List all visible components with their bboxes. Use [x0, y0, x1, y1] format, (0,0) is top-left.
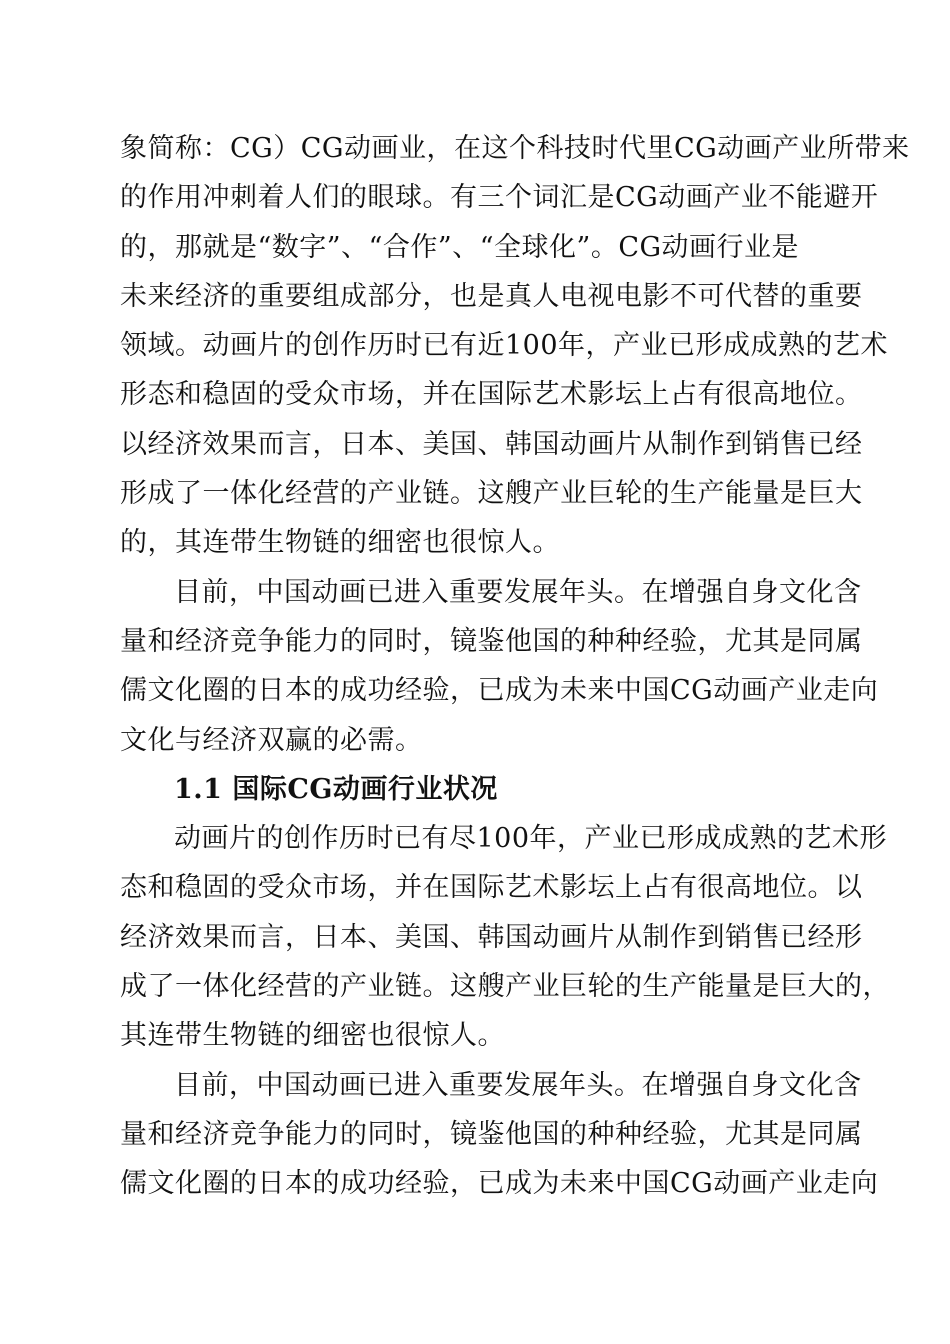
text-line: 的，其连带生物链的细密也很惊人。: [120, 527, 560, 559]
text-line: 经济效果而言，日本、美国、韩国动画片从制作到销售已经形: [120, 921, 863, 953]
text-line: 儒文化圈的日本的成功经验，已成为未来中国CG动画产业走向: [120, 1168, 879, 1200]
document-page: [120, 124, 910, 1209]
text-line: 量和经济竞争能力的同时，镜鉴他国的种种经验，尤其是同属: [120, 625, 863, 657]
text-line: 形态和稳固的受众市场，并在国际艺术影坛上占有很高地位。: [120, 379, 863, 411]
text-line: 量和经济竞争能力的同时，镜鉴他国的种种经验，尤其是同属: [120, 1118, 863, 1150]
text-line: 态和稳固的受众市场，并在国际艺术影坛上占有很高地位。以: [120, 872, 863, 904]
text-line: 的，那就是“数字”、“合作”、“全球化”。CG动画行业是: [120, 231, 800, 263]
text-line: 象简称：CG）CG动画业，在这个科技时代里CG动画产业所带来: [120, 133, 910, 164]
text-line: 未来经济的重要组成部分，也是真人电视电影不可代替的重要: [120, 280, 863, 312]
text-line: 成了一体化经营的产业链。这艘产业巨轮的生产能量是巨大的，: [120, 971, 890, 1003]
paragraph-first-line: 目前，中国动画已进入重要发展年头。在增强自身文化含: [174, 1069, 862, 1101]
text-line: 其连带生物链的细密也很惊人。: [120, 1020, 505, 1052]
text-line: 儒文化圈的日本的成功经验，已成为未来中国CG动画产业走向: [120, 675, 879, 707]
paragraph-first-line: 目前，中国动画已进入重要发展年头。在增强自身文化含: [174, 576, 862, 608]
text-line: 以经济效果而言，日本、美国、韩国动画片从制作到销售已经: [120, 428, 863, 460]
text-line: 领域。动画片的创作历时已有近100年，产业已形成成熟的艺术: [120, 330, 889, 362]
text-line: 形成了一体化经营的产业链。这艘产业巨轮的生产能量是巨大: [120, 478, 863, 510]
text-line: 的作用冲刺着人们的眼球。有三个词汇是CG动画产业不能避开: [120, 182, 879, 214]
section-heading: 1.1 国际CG动画行业状况: [174, 773, 498, 805]
text-line: 文化与经济双赢的必需。: [120, 724, 423, 756]
paragraph-first-line: 动画片的创作历时已有尽100年，产业已形成成熟的艺术形: [174, 823, 888, 855]
